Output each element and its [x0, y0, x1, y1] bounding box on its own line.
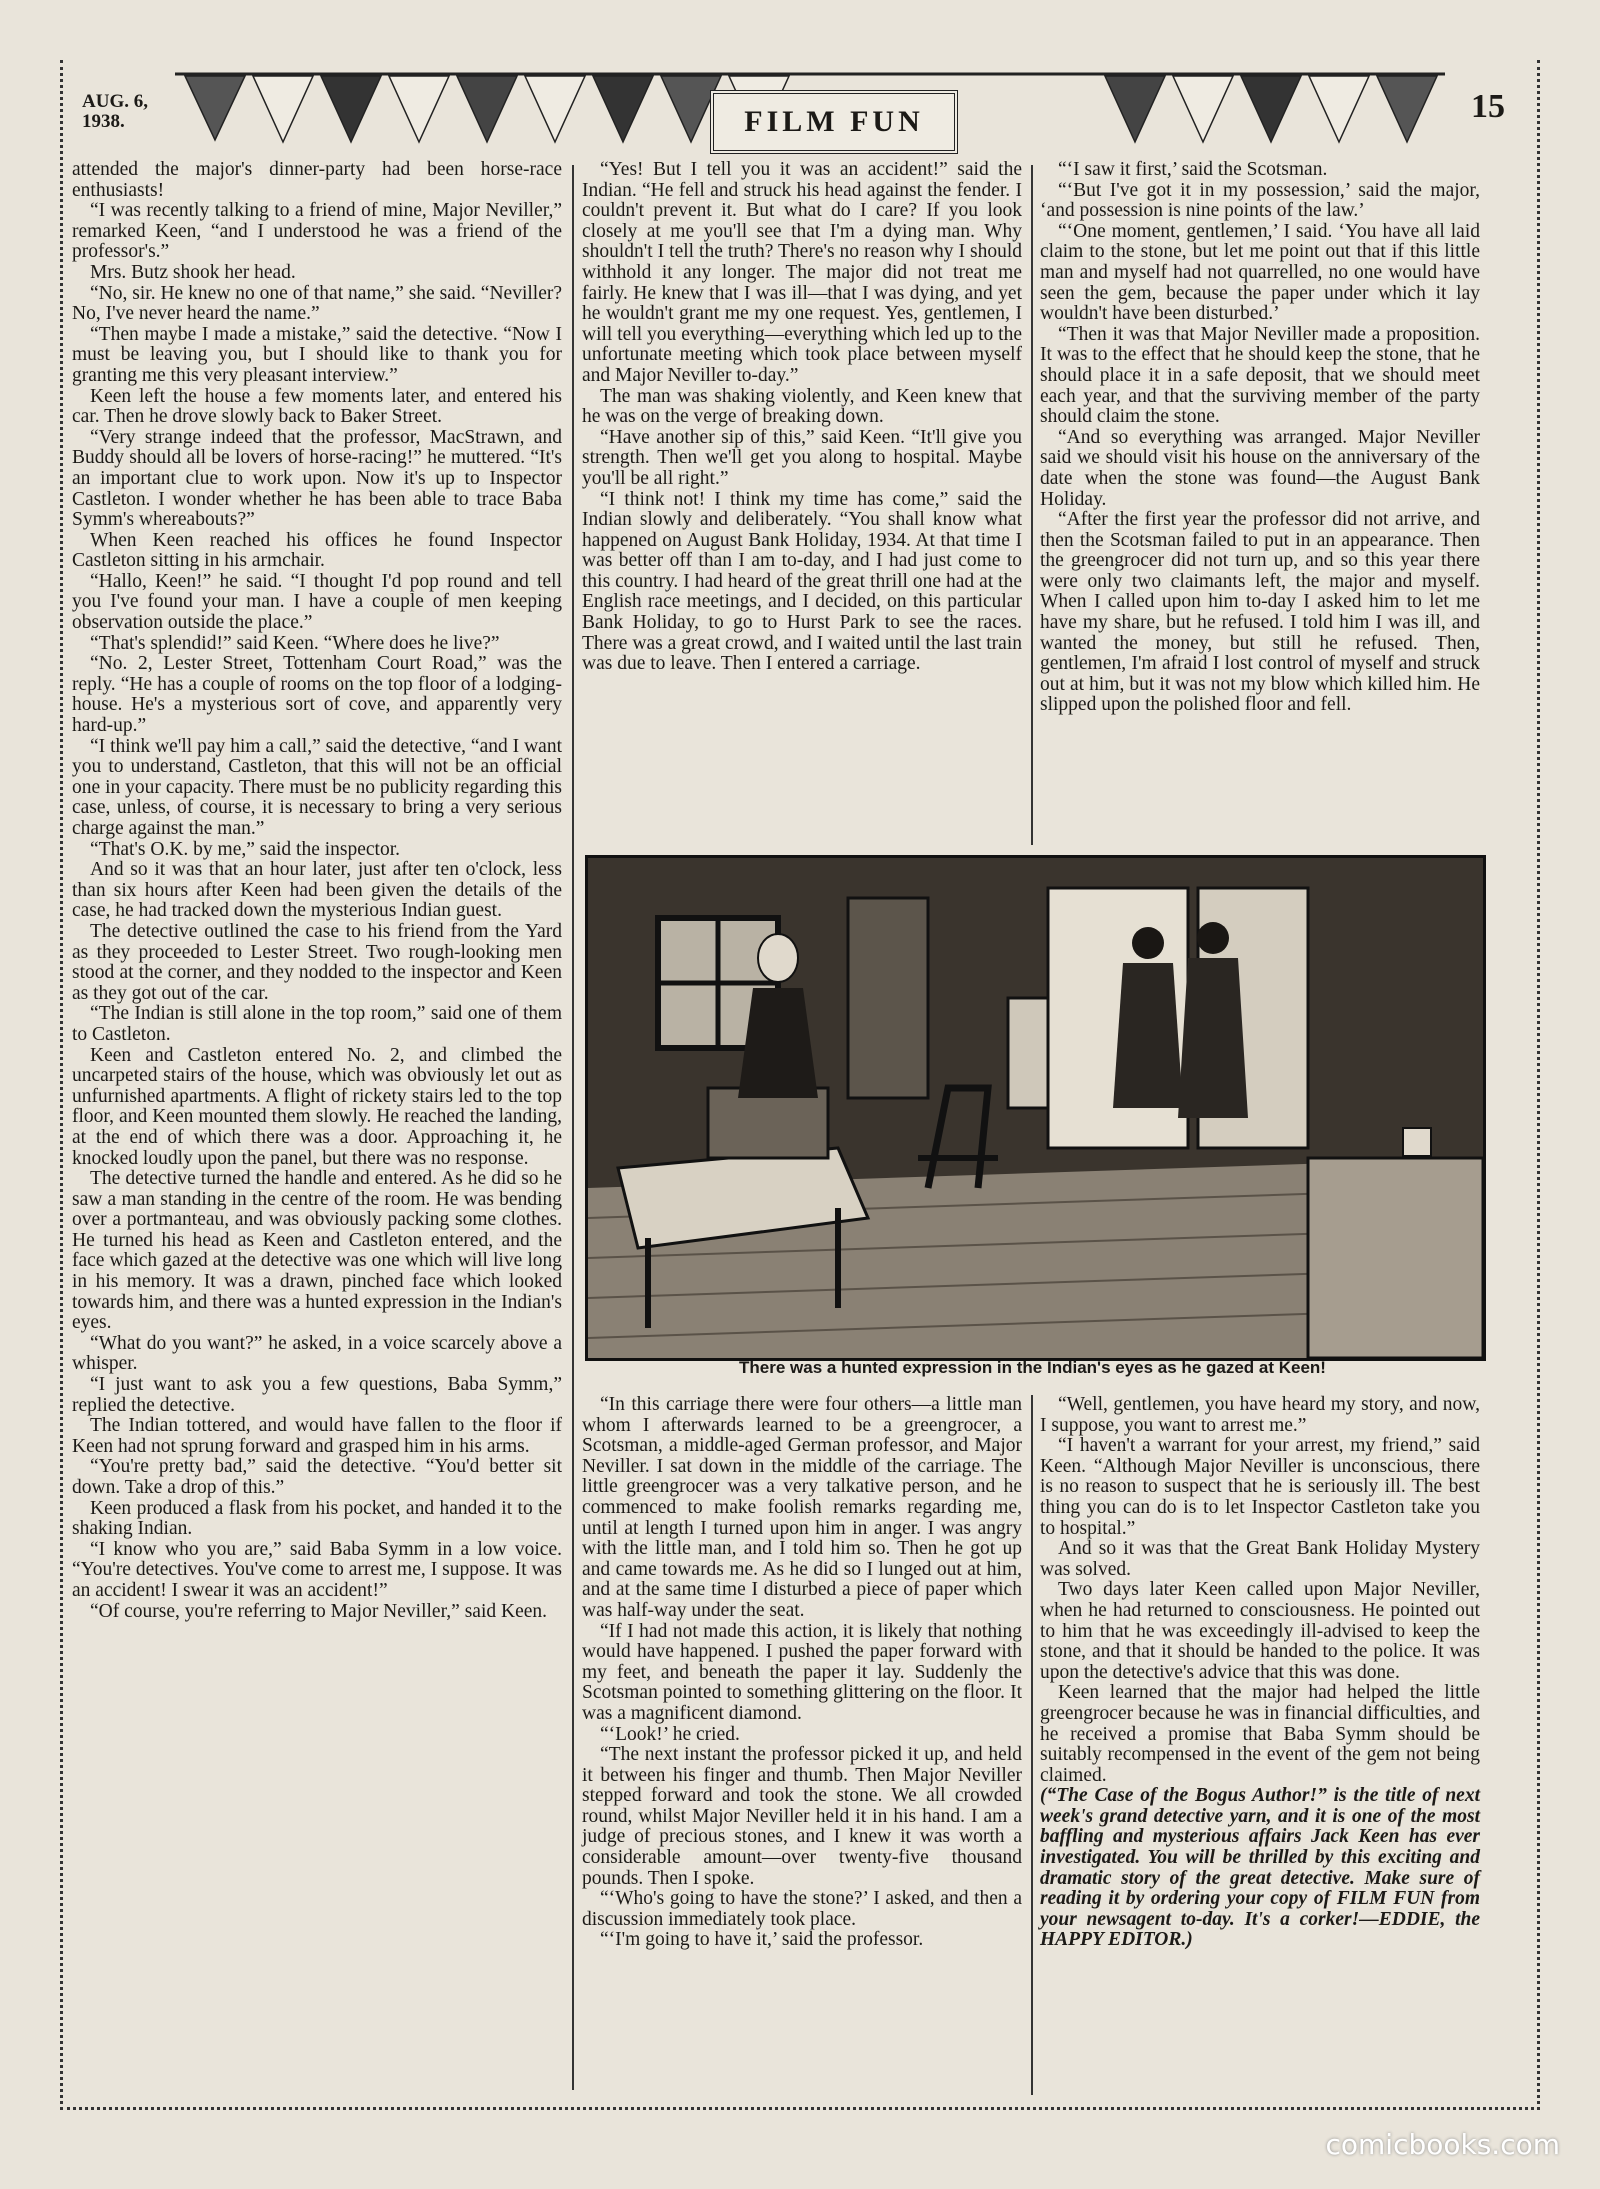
paragraph: “I just want to ask you a few questions, Baba Symm,” replied the detective.: [72, 1374, 562, 1416]
paragraph: “What do you want?” he asked, in a voice scarcely above a whisper.: [72, 1332, 562, 1375]
paragraph: “Well, gentlemen, you have heard my story, and now, I suppose, you want to arrest me.”: [1040, 1394, 1480, 1436]
paragraph: “That's splendid!” said Keen. “Where does he live?”: [90, 632, 500, 654]
room-scene-icon: [588, 858, 1483, 1358]
masthead: [60, 60, 1540, 160]
paragraph: “Have another sip of this,” said Keen. “It'll give you strength. Then we'll get you along to hospital. Maybe you'll be all right.”: [582, 426, 1022, 489]
paragraph: “‘One moment, gentlemen,’ I said. ‘You have all laid claim to the stone, but let me point out that if this little man and myself had not quarrelled, no one would have seen the gem, because the paper under which it lay wouldn't have been disturbed.’: [1040, 220, 1480, 325]
paragraph: When Keen reached his offices he found Inspector Castleton sitting in his armchair.: [72, 529, 562, 572]
issue-date: AUG. 6, 1938.: [82, 91, 148, 132]
paragraph: “‘But I've got it in my possession,’ said the major, ‘and possession is nine points of the law.’: [1040, 179, 1480, 222]
column-rule: [1031, 165, 1033, 845]
paragraph: “‘Who's going to have the stone?’ I asked, and then a discussion immediately took place.: [582, 1888, 1022, 1930]
paragraph: “No, sir. He knew no one of that name,” she said. “Neviller? No, I've never heard the name.”: [72, 282, 562, 325]
paragraph: The detective outlined the case to his friend from the Yard as they proceeded to Lester Street. Two rough-looking men stood at the corner, and they nodded to the inspector and Keen as they got out of the car.: [72, 920, 562, 1004]
paragraph: “And so everything was arranged. Major Neviller said we should visit his house on the anniversary of the date when the stone was found—the August Bank Holiday.: [1040, 426, 1480, 510]
paragraph: “‘I'm going to have it,’ said the professor.: [600, 1929, 924, 1951]
paragraph: Keen and Castleton entered No. 2, and climbed the uncarpeted stairs of the house, which was obviously let out as unfurnished apartments. A flight of rickety stairs led to the top floor, and Keen mounted them slowly. He reached the landing, at the end of which there was a door. Approaching it, he knocked loudly upon the panel, but there was no response.: [72, 1044, 562, 1169]
column-5: [1040, 1395, 1480, 2095]
paragraph: “The next instant the professor picked it up, and held it between his finger and thumb. Then Major Neviller stepped forward and took the stone. We all crowded round, whilst Major Neviller held it in his hand. I am a judge of precious stones, and I knew it was worth a considerable amount—over twenty-five thousand pounds. Then I spoke.: [582, 1744, 1022, 1889]
editor-note: (“The Case of the Bogus Author!” is the title of next week's grand detective yarn, and it is one of the most baffling and mysterious affairs Jack Keen has ever investigated. You will be thrilled by this exciting and dramatic story of the great detective. Make sure of reading it by ordering your copy of FILM FUN from your newsagent to-day. It's a corker!—EDDIE, the HAPPY EDITOR.): [1040, 1785, 1480, 1951]
page-number: 15: [1471, 88, 1505, 125]
column-rule: [572, 165, 574, 2090]
paragraph: “After the first year the professor did not arrive, and then the Scotsman failed to put in an appearance. Then the greengrocer did not turn up, and so this year there were only two claimants left, the major and myself. When I called upon him to-day I asked him to let me have my share, but he refused. I told him I was ill, and wanted the money, but still he refused. Then, gentlemen, I'm afraid I lost control of myself and struck out at him, but it was not my blow which killed him. He slipped upon the polished floor and fell.: [1040, 509, 1480, 716]
paragraph: attended the major's dinner-party had been horse-race enthusiasts!: [72, 159, 562, 201]
paragraph: “I know who you are,” said Baba Symm in a low voice. “You're detectives. You've come to arrest me, I suppose. It was an accident! I swear it was an accident!”: [72, 1538, 562, 1601]
paragraph: Mrs. Butz shook her head.: [90, 261, 296, 283]
column-3: [1040, 160, 1480, 850]
paragraph: “Of course, you're referring to Major Neviller,” said Keen.: [90, 1600, 548, 1622]
paragraph: Keen left the house a few moments later, and entered his car. Then he drove slowly back to Baker Street.: [72, 385, 562, 428]
paragraph: The man was shaking violently, and Keen knew that he was on the verge of breaking down.: [582, 385, 1022, 428]
paragraph: “I think we'll pay him a call,” said the detective, “and I want you to understand, Castleton, that this will not be an official one in your capacity. There must be no publicity regarding this case, unless, of course, it is necessary to bring a very serious charge against the man.”: [72, 735, 562, 839]
paragraph: Keen produced a flask from his pocket, and handed it to the shaking Indian.: [72, 1497, 562, 1540]
paragraph: “Then maybe I made a mistake,” said the detective. “Now I must be leaving you, but I should like to thank you for granting me this very pleasant interview.”: [72, 323, 562, 386]
column-4: [582, 1395, 1022, 2095]
paragraph: “No. 2, Lester Street, Tottenham Court Road,” was the reply. “He has a couple of rooms on the top floor of a lodging-house. He's a mysterious sort of cove, and apparently very hard-up.”: [72, 653, 562, 737]
paragraph: “Then it was that Major Neviller made a proposition. It was to the effect that he should keep the stone, that he should place it in a safe deposit, that we should meet each year, and that the surviving member of the party should claim the stone.: [1040, 323, 1480, 428]
paragraph: “‘Look!’ he cried.: [600, 1723, 740, 1745]
illustration-caption: There was a hunted expression in the Indian's eyes as he gazed at Keen!: [739, 1358, 1326, 1377]
magazine-title: FILM FUN: [710, 90, 958, 154]
story-illustration: [585, 855, 1486, 1361]
watermark: comicbooks.com: [1325, 2128, 1560, 2161]
column-rule: [1031, 1395, 1033, 2095]
column-2: [582, 160, 1022, 850]
paragraph: Keen learned that the major had helped the little greengrocer because he was in financial difficulties, and he received a promise that Baba Symm should be suitably recompensed in the event of the gem not being claimed.: [1040, 1682, 1480, 1786]
paragraph: “The Indian is still alone in the top room,” said one of them to Castleton.: [72, 1003, 562, 1045]
column-1: [72, 160, 562, 2090]
paragraph: The detective turned the handle and entered. As he did so he saw a man standing in the centre of the room. He was bending over a portmanteau, and was obviously packing some clothes. He turned his head as Keen and Castleton entered, and the face which gazed at the detective was one which will live long in his memory. It was a drawn, pinched face which looked towards him, and there was a hunted expression in the Indian's eyes.: [72, 1168, 562, 1334]
paragraph: “Hallo, Keen!” he said. “I thought I'd pop round and tell you I've found your man. I have a couple of men keeping observation outside the place.”: [72, 570, 562, 634]
paragraph: “Yes! But I tell you it was an accident!” said the Indian. “He fell and struck his head against the fender. I couldn't prevent it. But what do I care? If you look closely at me you'll see that I'm a dying man. Why shouldn't I tell the truth? There's no reason why I should withhold it any longer. The major did not treat me fairly. He knew that I was ill—that I was dying, and yet he wouldn't grant me my one request. Yes, gentlemen, I will tell you everything—everything which led up to the unfortunate meeting which took place between myself and Major Neviller to-day.”: [582, 159, 1022, 386]
paragraph: “In this carriage there were four others—a little man whom I afterwards learned to be a greengrocer, a Scotsman, a middle-aged German professor, and Major Neviller. I sat down in the middle of the carriage. The little greengrocer was a very talkative person, and he commenced to make foolish remarks regarding me, until at length I turned upon him in anger. I was angry with the little man, and I told him so. Then he got up and came towards me. As he did so I lunged out at him, and at the same time I disturbed a piece of paper which was half-way under the seat.: [582, 1394, 1022, 1621]
paragraph: And so it was that an hour later, just after ten o'clock, less than six hours after Keen had been given the details of the case, he had tracked down the mysterious Indian guest.: [72, 859, 562, 922]
paragraph: “Very strange indeed that the professor, MacStrawn, and Buddy should all be lovers of horse-racing!” he muttered. “It's an important clue to work upon. Now it's up to Inspector Castleton. I wonder whether he has been able to trace Baba Symm's whereabouts?”: [72, 426, 562, 531]
paragraph: The Indian tottered, and would have fallen to the floor if Keen had not sprung forward and grasped him in his arms.: [72, 1415, 562, 1457]
paragraph: “You're pretty bad,” said the detective. “You'd better sit down. Take a drop of this.”: [72, 1456, 562, 1498]
paragraph: “If I had not made this action, it is likely that nothing would have happened. I pushed the paper forward with my feet, and beneath the paper it lay. Suddenly the Scotsman pointed to something glittering on the floor. It was a magnificent diamond.: [582, 1620, 1022, 1724]
paragraph: And so it was that the Great Bank Holiday Mystery was solved.: [1040, 1538, 1480, 1580]
paragraph: “I haven't a warrant for your arrest, my friend,” said Keen. “Although Major Neviller is unconscious, there is no reason to suspect that he is seriously ill. The best thing you can do is to let Inspector Castleton take you to hospital.”: [1040, 1435, 1480, 1539]
paragraph: “That's O.K. by me,” said the inspector.: [90, 838, 401, 860]
paragraph: Two days later Keen called upon Major Neviller, when he had returned to consciousness. He pointed out to him that he was exceedingly ill-advised to keep the stone, and that it should be handed to the police. It was upon the detective's advice that this was done.: [1040, 1579, 1480, 1683]
paragraph: “I was recently talking to a friend of mine, Major Neviller,” remarked Keen, “and I understood he was a friend of the professor's.”: [72, 200, 562, 263]
paragraph: “I think not! I think my time has come,” said the Indian slowly and deliberately. “You shall know what happened on August Bank Holiday, 1934. At that time I was better off than I am to-day, and I had just come to this country. I had heard of the great thrill one had at the English race meetings, and I decided, on this particular Bank Holiday, to go to Hurst Park to see the races. There was a great crowd, and I waited until the last train was due to leave. Then I entered a carriage.: [582, 488, 1022, 675]
paragraph: “‘I saw it first,’ said the Scotsman.: [1058, 159, 1328, 180]
